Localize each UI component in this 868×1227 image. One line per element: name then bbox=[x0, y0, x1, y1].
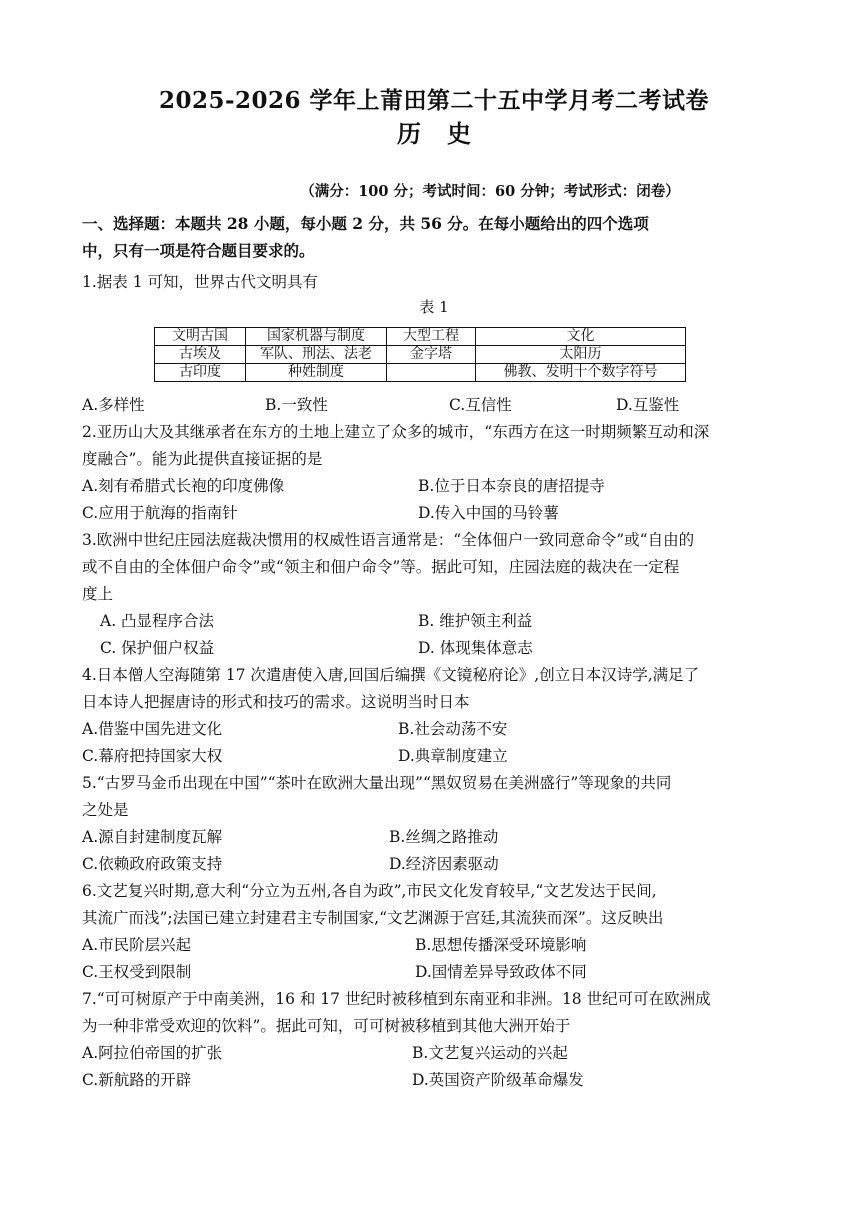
q3-stem: 度上 bbox=[82, 585, 114, 603]
q7-option-a: A.阿拉伯帝国的扩张 bbox=[82, 1044, 223, 1062]
table-header-row bbox=[155, 328, 686, 346]
q4-stem: 日本诗人把握唐诗的形式和技巧的需求。这说明当时日本 bbox=[82, 693, 470, 711]
section-instructions-line: 一、选择题：本题共 28 小题，每小题 2 分，共 56 分。在每小题给出的四个选项 bbox=[82, 214, 649, 233]
exam-info: （满分：100 分；考试时间：60 分钟；考试形式：闭卷） bbox=[300, 183, 680, 200]
table-header-cell: 文明古国 bbox=[155, 328, 246, 346]
q5-stem: 之处是 bbox=[82, 801, 129, 819]
q3-option-c: C. 保护佃户权益 bbox=[100, 639, 215, 657]
table-cell: 古埃及 bbox=[155, 346, 246, 364]
subject-title: 历史 bbox=[397, 119, 497, 148]
table-cell bbox=[387, 364, 476, 382]
table-cell: 金字塔 bbox=[387, 346, 476, 364]
table-cell: 种姓制度 bbox=[246, 364, 387, 382]
q4-option-c: C.幕府把持国家大权 bbox=[82, 747, 223, 765]
q2-option-a: A.刻有希腊式长袍的印度佛像 bbox=[82, 477, 285, 495]
q4-option-b: B.社会动荡不安 bbox=[398, 720, 508, 738]
q1-option-a: A.多样性 bbox=[82, 396, 145, 414]
q2-stem: 2.亚历山大及其继承者在东方的土地上建立了众多的城市，“东西方在这一时期频繁互动和深 bbox=[82, 423, 710, 441]
q5-option-d: D.经济因素驱动 bbox=[389, 855, 499, 873]
q2-option-b: B.位于日本奈良的唐招提寺 bbox=[418, 477, 605, 495]
q7-option-c: C.新航路的开辟 bbox=[82, 1071, 192, 1089]
exam-title: 2025-2026 学年上莆田第二十五中学月考二考试卷 bbox=[158, 87, 710, 114]
table-header-cell: 文化 bbox=[476, 328, 686, 346]
table-cell: 古印度 bbox=[155, 364, 246, 382]
q3-option-d: D. 体现集体意志 bbox=[418, 639, 533, 657]
q1-stem: 1.据表 1 可知，世界古代文明具有 bbox=[82, 273, 319, 291]
q1-option-d: D.互鉴性 bbox=[616, 396, 680, 414]
q1-option-b: B.一致性 bbox=[265, 396, 328, 414]
table-caption: 表 1 bbox=[419, 298, 449, 316]
q6-stem: 6.文艺复兴时期,意大利“分立为五州,各自为政”,市民文化发育较早,“文艺发达于民间, bbox=[82, 882, 657, 900]
q7-stem: 为一种非常受欢迎的饮料”。据此可知，可可树被移植到其他大洲开始于 bbox=[82, 1017, 571, 1035]
q6-stem: 其流广而浅”;法国已建立封建君主专制国家,“文艺渊源于宫廷,其流狭而深”。这反映出 bbox=[82, 909, 664, 927]
table-row bbox=[155, 364, 686, 382]
civilization-table bbox=[154, 327, 686, 382]
q3-stem: 或不自由的全体佃户命令”或“领主和佃户命令”等。据此可知，庄园法庭的裁决在一定程 bbox=[82, 558, 680, 576]
q7-stem: 7.“可可树原产于中南美洲，16 和 17 世纪时被移植到东南亚和非洲。18 世纪可可在欧洲成 bbox=[82, 990, 711, 1008]
q6-option-c: C.王权受到限制 bbox=[82, 963, 192, 981]
section-instructions bbox=[82, 210, 787, 264]
table-cell: 太阳历 bbox=[476, 346, 686, 364]
q3-stem: 3.欧洲中世纪庄园法庭裁决惯用的权威性语言通常是：“全体佃户一致同意命令”或“自由的 bbox=[82, 531, 695, 549]
q2-stem: 度融合”。能为此提供直接证据的是 bbox=[82, 450, 323, 468]
q5-option-b: B.丝绸之路推动 bbox=[389, 828, 499, 846]
q6-option-b: B.思想传播深受环境影响 bbox=[415, 936, 587, 954]
q6-option-d: D.国情差异导致政体不同 bbox=[415, 963, 587, 981]
q7-option-d: D.英国资产阶级革命爆发 bbox=[412, 1071, 584, 1089]
q3-option-a: A. 凸显程序合法 bbox=[100, 612, 215, 630]
q2-option-c: C.应用于航海的指南针 bbox=[82, 504, 238, 522]
q2-option-d: D.传入中国的马铃薯 bbox=[418, 504, 559, 522]
q3-option-b: B. 维护领主利益 bbox=[418, 612, 533, 630]
q5-option-a: A.源自封建制度瓦解 bbox=[82, 828, 223, 846]
q7-option-b: B.文艺复兴运动的兴起 bbox=[412, 1044, 568, 1062]
q5-stem: 5.“古罗马金币出现在中国”“茶叶在欧洲大量出现”“黑奴贸易在美洲盛行”等现象的共同 bbox=[82, 774, 672, 792]
q4-stem: 4.日本僧人空海随第 17 次遣唐使入唐,回国后编撰《文镜秘府论》,创立日本汉诗学,满足了 bbox=[82, 666, 700, 684]
q6-option-a: A.市民阶层兴起 bbox=[82, 936, 192, 954]
section-instructions-line: 中，只有一项是符合题目要求的。 bbox=[82, 241, 315, 260]
q4-option-d: D.典章制度建立 bbox=[398, 747, 508, 765]
q5-option-c: C.依赖政府政策支持 bbox=[82, 855, 223, 873]
table-cell: 军队、刑法、法老 bbox=[246, 346, 387, 364]
q1-option-c: C.互信性 bbox=[449, 396, 512, 414]
table-header-cell: 大型工程 bbox=[387, 328, 476, 346]
q4-option-a: A.借鉴中国先进文化 bbox=[82, 720, 223, 738]
table-cell: 佛教、发明十个数字符号 bbox=[476, 364, 686, 382]
table-row bbox=[155, 346, 686, 364]
table-header-cell: 国家机器与制度 bbox=[246, 328, 387, 346]
